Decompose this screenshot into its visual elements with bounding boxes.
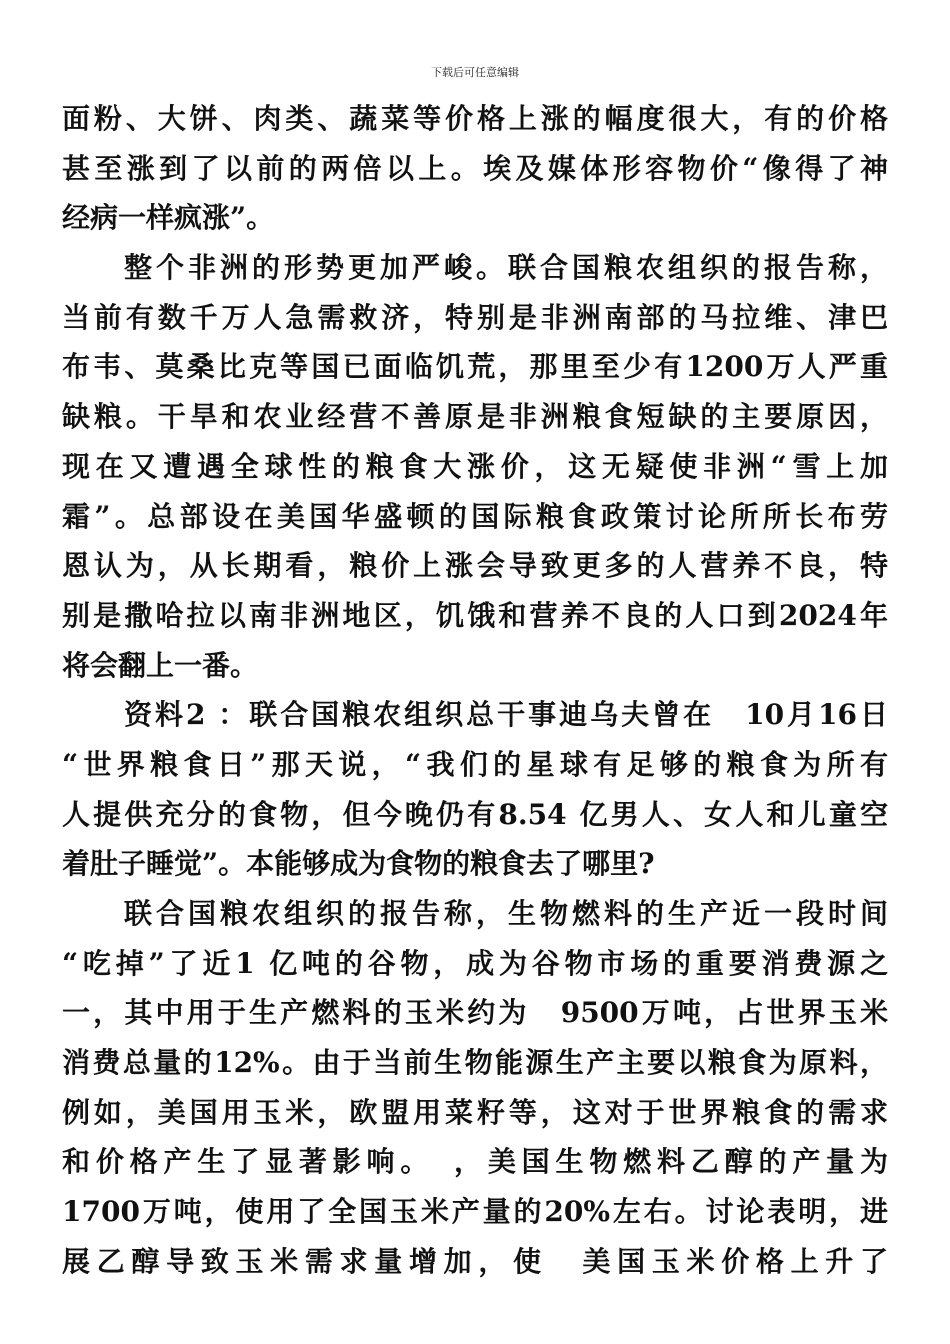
paragraph-start-line: 资料2 ：联合国粮农组织总干事迪乌夫曾在 10月16日 — [124, 698, 888, 732]
text-line: 和价格产生了显著影响。 ，美国生物燃料乙醇的产量为 — [62, 1145, 888, 1179]
text-line: 1700万吨，使用了全国玉米产量的20%左右。讨论表明，进 — [62, 1195, 888, 1229]
page-header: 下载后可任意编辑 — [431, 66, 519, 79]
text-line: 霜”。总部设在美国华盛顿的国际粮食政策讨论所所长布劳 — [62, 499, 888, 533]
text-line: 展乙醇导致玉米需求量增加，使 美国玉米价格上升了 — [62, 1244, 888, 1278]
text-line: 别是撒哈拉以南非洲地区，饥饿和营养不良的人口到2024年 — [62, 598, 888, 632]
text-line: 着肚子睡觉”。本能够成为食物的粮食去了哪里? — [62, 847, 655, 881]
paragraph-start-line: 整个非洲的形势更加严峻。联合国粮农组织的报告称， — [124, 251, 888, 285]
text-line: 经病一样疯涨”。 — [62, 201, 275, 235]
text-line: 甚至涨到了以前的两倍以上。埃及媒体形容物价“像得了神 — [62, 151, 888, 185]
text-line: 当前有数千万人急需救济，特别是非洲南部的马拉维、津巴 — [62, 300, 888, 334]
text-line: “吃掉”了近1 亿吨的谷物，成为谷物市场的重要消费源之 — [62, 946, 888, 980]
text-line: 人提供充分的食物，但今晚仍有8.54 亿男人、女人和儿童空 — [62, 797, 888, 831]
text-line: 一，其中用于生产燃料的玉米约为 9500万吨，占世界玉米 — [62, 996, 888, 1030]
text-line: 现在又遭遇全球性的粮食大涨价，这无疑使非洲“雪上加 — [62, 449, 888, 483]
text-line: 例如，美国用玉米，欧盟用菜籽等，这对于世界粮食的需求 — [62, 1095, 888, 1129]
text-line: 缺粮。干旱和农业经营不善原是非洲粮食短缺的主要原因， — [62, 400, 888, 434]
text-line: 恩认为，从长期看，粮价上涨会导致更多的人营养不良，特 — [62, 549, 888, 583]
text-line: 面粉、大饼、肉类、蔬菜等价格上涨的幅度很大，有的价格 — [62, 102, 888, 135]
text-line: 布韦、莫桑比克等国已面临饥荒，那里至少有1200万人严重 — [62, 350, 888, 384]
document-body — [62, 94, 888, 1287]
text-line: “世界粮食日”那天说，“我们的星球有足够的粮食为所有 — [62, 747, 888, 781]
paragraph-start-line: 联合国粮农组织的报告称，生物燃料的生产近一段时间 — [124, 897, 888, 930]
text-line: 将会翻上一番。 — [62, 648, 259, 682]
text-line: 消费总量的12%。由于当前生物能源生产主要以粮食为原料， — [62, 1046, 888, 1080]
